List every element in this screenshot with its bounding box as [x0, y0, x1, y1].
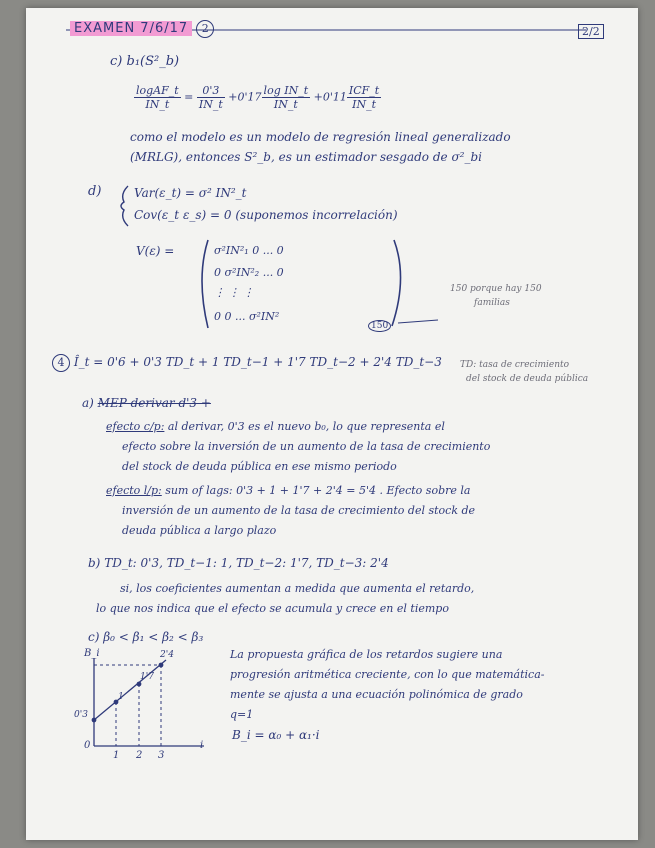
- page-number: 2/2: [578, 24, 604, 39]
- part-b-line-1: [88, 556, 389, 570]
- part-c-variable: b₁(S²_b): [126, 54, 180, 69]
- part-c-line-2: (MRLG), entonces S²_b, es un estimador sesgado de σ²_bi: [130, 150, 482, 164]
- cp-line-3: del stock de deuda pública en ese mismo periodo: [122, 460, 397, 473]
- part-a-crossed: MEP derivar d'3 +: [97, 396, 211, 410]
- graph-trend-line: [94, 660, 166, 720]
- eq-term2-num: log IN_t: [263, 84, 309, 97]
- c4-line-2: progresión aritmética creciente, con lo que matemática-: [230, 668, 545, 681]
- graph-point-2: [137, 682, 142, 687]
- lp-line-3: deuda pública a largo plazo: [122, 524, 277, 537]
- part-d-label: d): [88, 184, 102, 199]
- lp-line-2: inversión de un aumento de la tasa de crecimiento del stock de: [122, 504, 476, 517]
- graph-y-label: B_i: [84, 648, 100, 659]
- c4-line-4: q=1: [230, 708, 254, 721]
- eq-coef-2: 0'17: [237, 90, 262, 104]
- graph-point-label-3: 2'4: [160, 650, 174, 660]
- matrix-label: V(ε) =: [136, 244, 175, 258]
- matrix-row-4: 0 0 ... σ²IN²: [214, 310, 280, 323]
- part-c4-inequality: β₀ < β₁ < β₂ < β₃: [103, 630, 204, 644]
- matrix-side-note-1: 150 porque hay 150: [450, 284, 542, 294]
- eq-coef-3: 0'11: [322, 90, 347, 104]
- question-circle-number: 2: [196, 20, 214, 38]
- matrix-row-1: σ²IN²₁ 0 ... 0: [214, 244, 284, 257]
- cov-equation: Cov(ε_t ε_s) = 0 (suponemos incorrelación): [134, 208, 398, 222]
- cp-text-1: al derivar, 0'3 es el nuevo b₀, lo que representa el: [167, 420, 445, 433]
- part-b-line-3: lo que nos indica que el efecto se acumula y crece en el tiempo: [96, 602, 449, 615]
- part-c-label: c): [110, 54, 123, 69]
- eq-term1-den: IN_t: [198, 98, 223, 111]
- c4-line-1: La propuesta gráfica de los retardos sugiere una: [230, 648, 503, 661]
- graph-x-tick-1: 1: [113, 750, 120, 761]
- matrix-pointer-line: [398, 320, 438, 323]
- part-c4-heading: [88, 630, 203, 644]
- lp-label: efecto l/p:: [106, 484, 162, 497]
- graph-point-3: [159, 663, 164, 668]
- eq-term3-num: ICF_t: [348, 84, 380, 97]
- eq-term3-den: IN_t: [352, 98, 376, 111]
- graph-x-label: i: [200, 740, 204, 751]
- eq-term1: [197, 84, 225, 111]
- part-b-label: b): [88, 556, 101, 570]
- matrix-side-note-2: familias: [474, 298, 510, 308]
- part-a-line: [82, 396, 211, 410]
- graph-point-label-1: 1: [118, 692, 124, 702]
- cp-line-1: [106, 420, 445, 433]
- matrix-row-2: 0 σ²IN²₂ ... 0: [214, 266, 284, 279]
- exam-label-highlight: EXAMEN 7/6/17: [70, 21, 192, 36]
- eq-plus-1: +: [228, 90, 238, 104]
- q4-note-1: TD: tasa de crecimiento: [460, 360, 570, 370]
- exam-sheet: [26, 8, 638, 840]
- system-brace: [121, 186, 128, 226]
- graph-origin-label: 0: [84, 740, 91, 751]
- cp-label: efecto c/p:: [106, 420, 165, 433]
- graph-point-0: [92, 718, 97, 723]
- q4-circle-number: 4: [52, 354, 70, 372]
- part-c4-label: c): [88, 630, 100, 644]
- eq-lhs-den: IN_t: [145, 98, 170, 111]
- matrix-row-3: ⋮ ⋮ ⋮: [214, 286, 254, 299]
- q4-equation: Î_t = 0'6 + 0'3 TD_t + 1 TD_t−1 + 1'7 TD_t−2 + 2'4 TD_t−3: [73, 355, 442, 369]
- eq-term1-num: 0'3: [197, 84, 225, 98]
- lp-text-1: sum of lags: 0'3 + 1 + 1'7 + 2'4 = 5'4 . Efecto sobre la: [165, 484, 471, 497]
- graph-x-tick-2: 2: [136, 750, 143, 761]
- eq-lhs: [134, 84, 181, 111]
- graph-point-label-2: 1'7: [140, 672, 154, 682]
- q4-note-2: del stock de deuda pública: [466, 374, 589, 384]
- eq-term3: [347, 84, 381, 111]
- matrix-left-bracket: [202, 240, 208, 328]
- matrix-circled-150: 150: [368, 320, 391, 332]
- part-c-heading: [110, 54, 179, 69]
- eq-term2: [262, 84, 311, 111]
- part-b-values: TD_t: 0'3, TD_t−1: 1, TD_t−2: 1'7, TD_t−3: 2'4: [104, 556, 389, 570]
- matrix-right-bracket: [392, 240, 401, 326]
- model-equation: $\frac{\text{logAF\_t}}{IN\_t}$ = $\frac{0'3}{IN\_t}$ +0'17 $\frac{\text{log IN\_t}}{IN\_t}$ +0'11 $\frac{\text{ICF\_t}}{IN\_t}$: [136, 84, 380, 111]
- var-equation: Var(ε_t) = σ² IN²_t: [134, 186, 247, 200]
- lp-line-1: [106, 484, 470, 497]
- part-b-line-2: si, los coeficientes aumentan a medida que aumenta el retardo,: [120, 582, 475, 595]
- c4-line-5: B_i = α₀ + α₁·i: [232, 728, 320, 742]
- graph-point-label-0: 0'3: [74, 710, 88, 720]
- exam-title: [70, 20, 214, 38]
- eq-lhs-num: logAF_t: [136, 84, 179, 97]
- c4-line-3: mente se ajusta a una ecuación polinómica de grado: [230, 688, 523, 701]
- eq-plus-2: +: [313, 90, 323, 104]
- q4-line: [52, 354, 442, 372]
- cp-line-2: efecto sobre la inversión de un aumento de la tasa de crecimiento: [122, 440, 491, 453]
- part-c-line-1: como el modelo es un modelo de regresión lineal generalizado: [130, 130, 511, 144]
- graph-x-tick-3: 3: [158, 750, 165, 761]
- part-a-label: a): [82, 396, 94, 410]
- eq-term2-den: IN_t: [273, 98, 298, 111]
